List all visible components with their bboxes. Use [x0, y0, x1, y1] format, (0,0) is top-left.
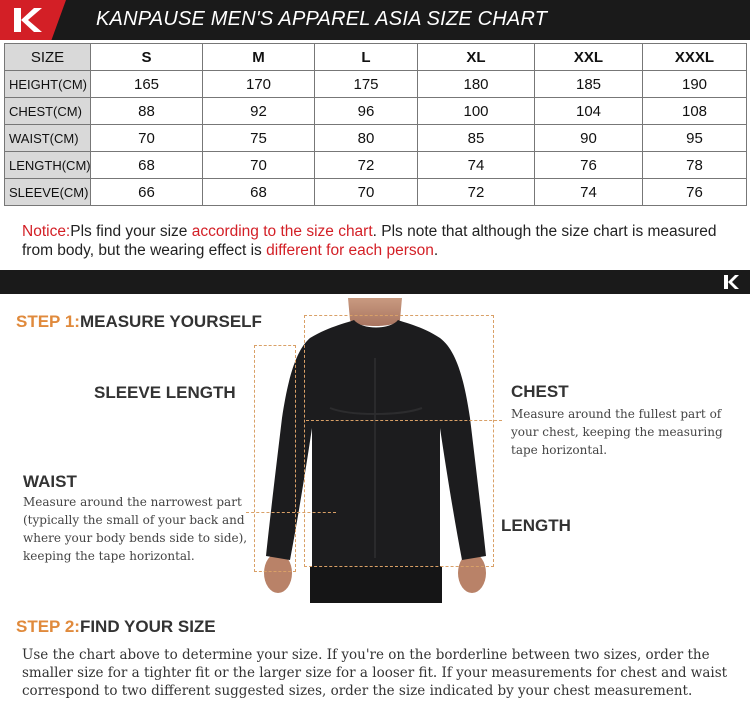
table-cell: 80: [315, 125, 418, 152]
table-cell: 88: [91, 98, 203, 125]
table-cell: 78: [643, 152, 747, 179]
table-cell: 92: [203, 98, 315, 125]
table-cell: 95: [643, 125, 747, 152]
table-cell: 74: [418, 152, 535, 179]
sleeve-length-label: SLEEVE LENGTH: [94, 383, 236, 402]
sleeve-guide: [254, 345, 296, 572]
step1-number: STEP 1:: [16, 312, 80, 331]
k-logo-small-icon: [722, 273, 740, 291]
table-cell: 70: [91, 125, 203, 152]
table-cell: 190: [643, 71, 747, 98]
header-cell-xl: XL: [418, 44, 535, 71]
step1-heading: [16, 312, 262, 332]
row-label: HEIGHT(CM): [5, 71, 91, 98]
table-cell: 185: [535, 71, 643, 98]
brand-logo: [0, 0, 66, 40]
table-header-row: [5, 44, 747, 71]
table-cell: 104: [535, 98, 643, 125]
table-cell: 76: [535, 152, 643, 179]
k-logo-icon: [8, 4, 44, 36]
table-cell: 66: [91, 179, 203, 206]
page-title: KANPAUSE MEN'S APPAREL ASIA SIZE CHART: [96, 8, 548, 30]
section-divider: [0, 270, 750, 294]
table-cell: 108: [643, 98, 747, 125]
step2-heading: [16, 617, 216, 637]
row-label: LENGTH(CM): [5, 152, 91, 179]
notice-highlight2: different for each person: [266, 242, 434, 259]
notice-part2: . Pls note that although the size chart is measured from body, but the wearing effect is: [22, 223, 717, 259]
table-cell: 165: [91, 71, 203, 98]
step2-instructions: Use the chart above to determine your size. If you're on the borderline between two sizes, order the smaller size for a tighter fit or the larger size for a looser fit. If your measurements for chest and waist correspond to two different suggested sizes, order the size indicated by your chest measurement.: [22, 647, 728, 699]
length-label: LENGTH: [501, 516, 571, 535]
header-cell-xxxl: XXXL: [643, 44, 747, 71]
table-row: [5, 152, 747, 179]
table-cell: 75: [203, 125, 315, 152]
table-cell: 175: [315, 71, 418, 98]
table-cell: 90: [535, 125, 643, 152]
row-label: CHEST(CM): [5, 98, 91, 125]
table-row: [5, 71, 747, 98]
table-cell: 85: [418, 125, 535, 152]
notice-text: [22, 222, 732, 260]
table-cell: 68: [203, 179, 315, 206]
header-cell-m: M: [203, 44, 315, 71]
table-row: [5, 98, 747, 125]
row-label: SLEEVE(CM): [5, 179, 91, 206]
step2-title: FIND YOUR SIZE: [79, 617, 216, 636]
chest-label: CHEST: [511, 382, 569, 401]
header-cell-s: S: [91, 44, 203, 71]
table-cell: 170: [203, 71, 315, 98]
table-cell: 70: [315, 179, 418, 206]
table-row: [5, 179, 747, 206]
table-cell: 70: [203, 152, 315, 179]
header-cell-size: SIZE: [5, 44, 91, 71]
header-cell-xxl: XXL: [535, 44, 643, 71]
header-bar: [0, 0, 750, 40]
table-cell: 72: [418, 179, 535, 206]
header-cell-l: L: [315, 44, 418, 71]
table-cell: 72: [315, 152, 418, 179]
step2-number: STEP 2:: [16, 617, 80, 636]
size-chart-table: [4, 43, 747, 206]
table-cell: 100: [418, 98, 535, 125]
table-cell: 96: [315, 98, 418, 125]
step1-title: MEASURE YOURSELF: [79, 312, 262, 331]
chest-guide: [306, 420, 502, 421]
notice-highlight1: according to the size chart: [191, 223, 373, 240]
notice-part3: .: [433, 242, 439, 259]
notice-part1: Pls find your size: [70, 223, 192, 240]
table-row: [5, 125, 747, 152]
chest-description: Measure around the fullest part of your chest, keeping the measuring tape horizontal.: [511, 407, 723, 457]
row-label: WAIST(CM): [5, 125, 91, 152]
waist-label: WAIST: [23, 472, 77, 491]
table-cell: 180: [418, 71, 535, 98]
notice-label: Notice:: [22, 223, 71, 240]
waist-description: Measure around the narrowest part (typically the small of your back and where your body bends side to side), keeping the tape horizontal.: [23, 495, 248, 563]
length-guide: [304, 315, 494, 567]
table-cell: 76: [643, 179, 747, 206]
waist-guide: [246, 512, 336, 513]
table-cell: 68: [91, 152, 203, 179]
table-cell: 74: [535, 179, 643, 206]
